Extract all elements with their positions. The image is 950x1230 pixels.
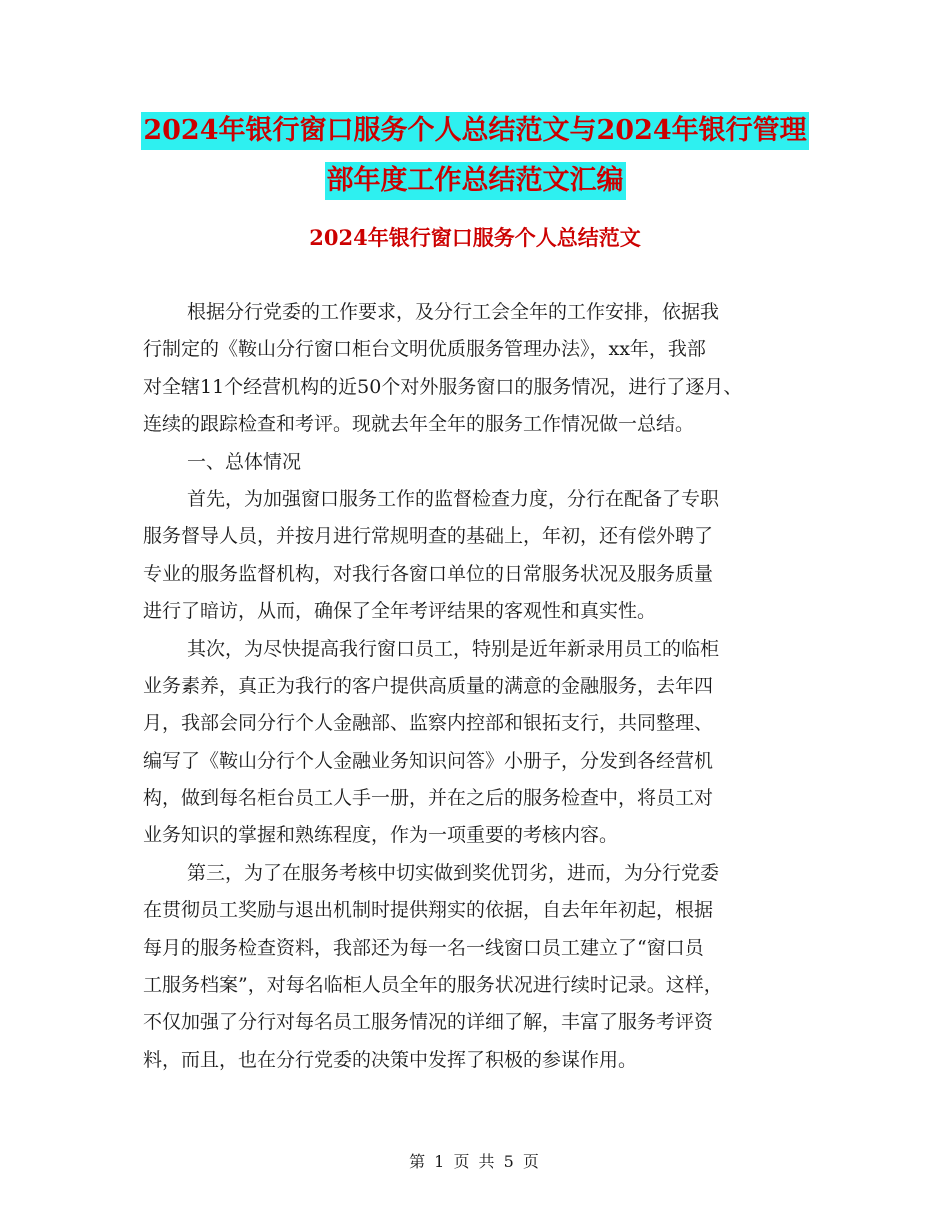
paragraph-line: 月，我部会同分行个人金融部、监察内控部和银拓支行，共同整理、 (143, 712, 714, 735)
paragraph-line: 首先，为加强窗口服务工作的监督检查力度，分行在配备了专职 (187, 487, 720, 510)
paragraph-line: 工服务档案”，对每名临柜人员全年的服务状况进行续时记录。这样， (143, 974, 723, 997)
paragraph-line: 料，而且，也在分行党委的决策中发挥了积极的参谋作用。 (143, 1048, 638, 1071)
paragraph-line: 专业的服务监督机构，对我行各窗口单位的日常服务状况及服务质量 (143, 562, 714, 585)
page-footer: 第 1 页 共 5 页 (409, 1152, 541, 1171)
paragraph-line: 第三，为了在服务考核中切实做到奖优罚劣，进而，为分行党委 (187, 861, 720, 884)
title-line-2: 部年度工作总结范文汇编 (325, 162, 626, 200)
title-line-1: 2024年银行窗口服务个人总结范文与2024年银行管理 (141, 112, 808, 150)
paragraph-line: 业务素养，真正为我行的客户提供高质量的满意的金融服务，去年四 (143, 674, 714, 697)
paragraph-line: 行制定的《鞍山分行窗口柜台文明优质服务管理办法》，xx年，我部 (143, 338, 706, 361)
paragraph-line: 对全辖11个经营机构的近50个对外服务窗口的服务情况，进行了逐月、 (143, 375, 743, 398)
paragraph-line: 进行了暗访，从而，确保了全年考评结果的客观性和真实性。 (143, 600, 657, 623)
paragraph-line: 其次，为尽快提高我行窗口员工，特别是近年新录用员工的临柜 (187, 637, 720, 660)
paragraph-line: 不仅加强了分行对每名员工服务情况的详细了解，丰富了服务考评资 (143, 1011, 714, 1034)
paragraph-line: 在贯彻员工奖励与退出机制时提供翔实的依据，自去年年初起，根据 (143, 899, 714, 922)
paragraph-line: 构，做到每名柜台员工人手一册，并在之后的服务检查中，将员工对 (143, 787, 714, 810)
paragraph-line: 业务知识的掌握和熟练程度，作为一项重要的考核内容。 (143, 824, 619, 847)
paragraph-line: 根据分行党委的工作要求，及分行工会全年的工作安排，依据我 (187, 301, 720, 323)
paragraph-line: 编写了《鞍山分行个人金融业务知识问答》小册子，分发到各经营机 (143, 749, 714, 772)
paragraph-line: 服务督导人员，并按月进行常规明查的基础上，年初，还有偿外聘了 (143, 525, 714, 548)
section-subtitle: 2024年银行窗口服务个人总结范文 (309, 225, 641, 250)
paragraph-line: 每月的服务检查资料，我部还为每一名一线窗口员工建立了“窗口员 (143, 936, 704, 959)
paragraph-line: 连续的跟踪检查和考评。现就去年全年的服务工作情况做一总结。 (143, 413, 695, 436)
document-title (0, 112, 950, 200)
body-text (143, 294, 833, 1079)
paragraph-line: 一、总体情况 (187, 450, 302, 473)
